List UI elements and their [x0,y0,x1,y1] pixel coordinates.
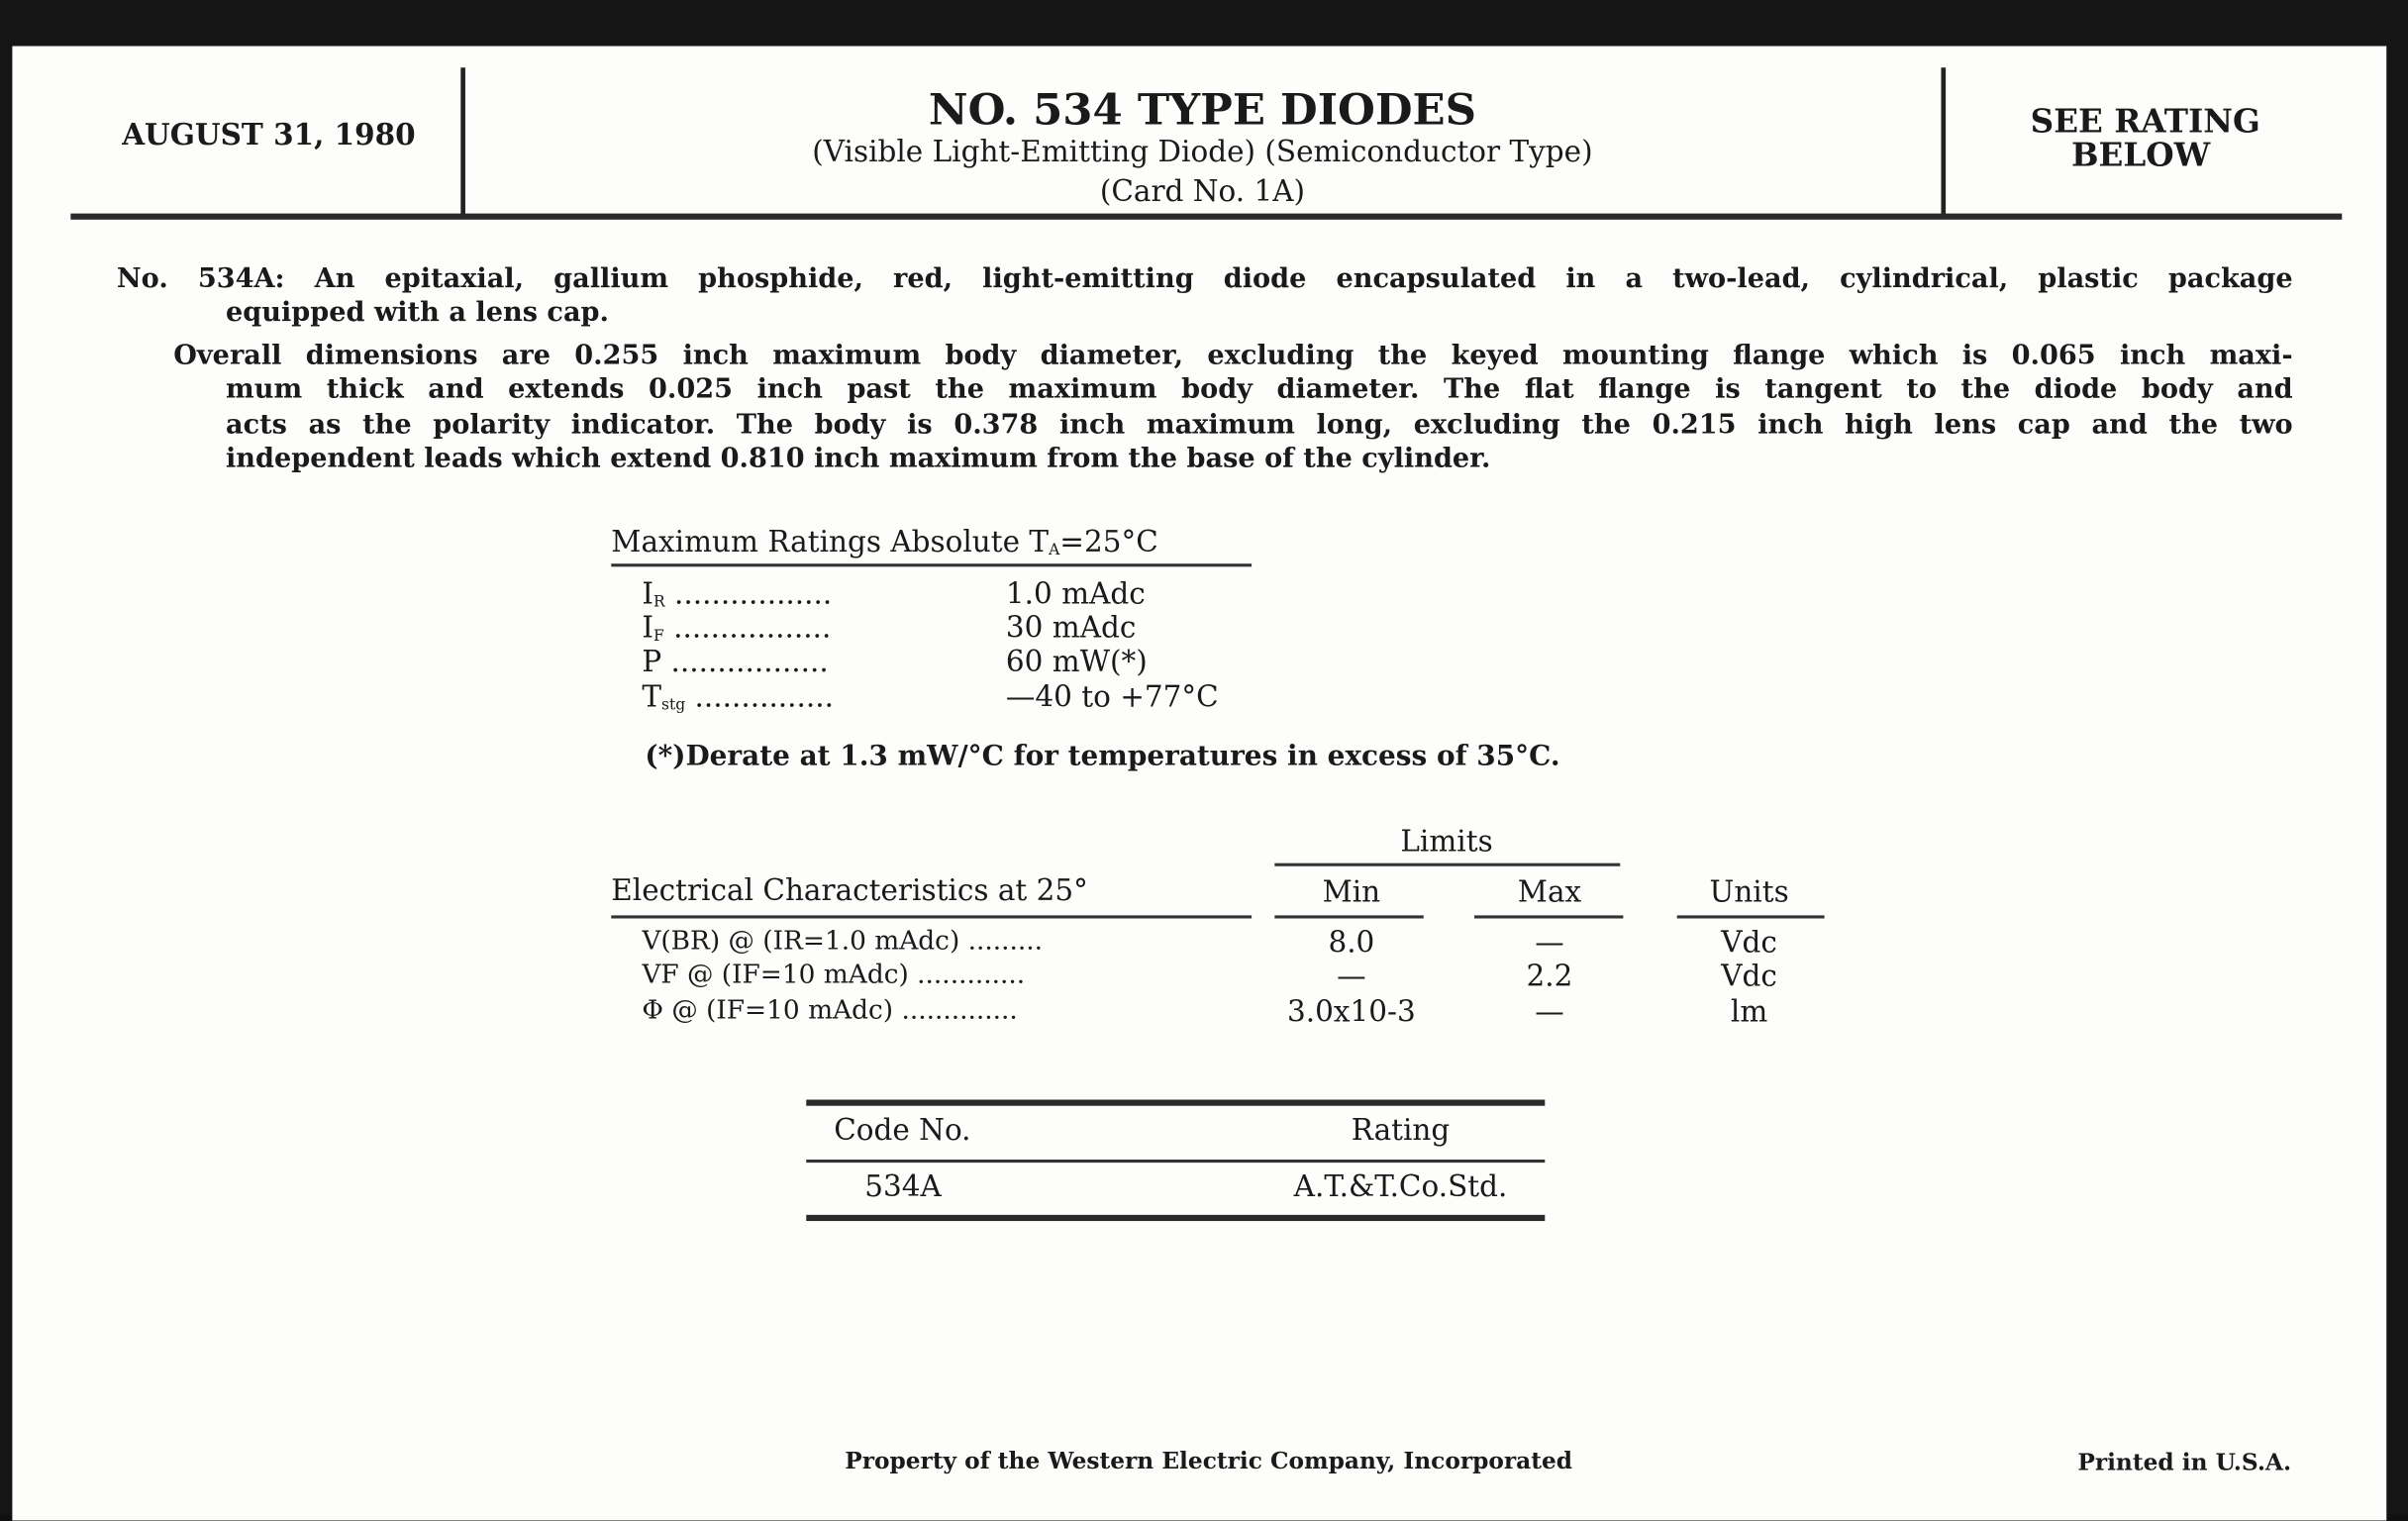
max-cell: — [1535,926,1564,961]
parameter-cell: Φ @ (IF=10 mAdc) .............. [642,998,1018,1025]
limits-underline [1274,863,1620,866]
description-line: equipped with a lens cap. [225,297,609,329]
page-subtitle: (Visible Light-Emitting Diode) (Semiconductor Type) [812,135,1593,169]
header-rule [70,214,2342,220]
limits-header: Limits [1400,824,1493,860]
table-bottom-rule [806,1215,1545,1221]
units-underline [1677,915,1825,918]
max-rating-value: 30 mAdc [1005,611,1137,646]
heading-underline [611,915,1252,918]
unit-cell: lm [1730,995,1768,1030]
max-underline [1474,915,1623,918]
rating-cell: A.T.&T.Co.Std. [1293,1169,1508,1204]
min-cell: 8.0 [1328,926,1375,961]
units-header: Units [1709,875,1789,910]
rating-note: SEE RATING [2030,101,2260,141]
description-line: No. 534A: An epitaxial, gallium phosphide, red, light-emitting diode encapsulated in a two-lead, cylindrical, plastic package [116,263,2293,295]
unit-cell: Vdc [1721,926,1777,961]
max-rating-value: 60 mW(*) [1005,645,1148,679]
max-rating-row: $T_{stg}$ ............... [642,680,835,715]
description-line: mum thick and extends 0.025 inch past the maximum body diameter. The flat flange is tangent to the diode body and [225,374,2293,406]
heading-underline [611,563,1252,566]
max-rating-row: P ................. [642,645,829,679]
page-title: NO. 534 TYPE DIODES [928,84,1476,136]
max-cell: 2.2 [1526,960,1573,994]
card-date: AUGUST 31, 1980 [122,118,416,152]
code-column-header: Code No. [834,1113,971,1148]
description-line: Overall dimensions are 0.255 inch maximum body diameter, excluding the keyed mounting flange which is 0.065 inch maxi- [173,341,2293,372]
parameter-cell: V(BR) @ (IR=1.0 mAdc) ......... [642,929,1044,956]
rating-note: BELOW [2070,135,2211,174]
electrical-heading: Electrical Characteristics at 25° [611,873,1088,908]
max-rating-value: 1.0 mAdc [1005,577,1146,612]
printed-notice: Printed in U.S.A. [2077,1448,2292,1476]
property-notice: Property of the Western Electric Company, Incorporated [845,1447,1573,1474]
rating-column-header: Rating [1351,1113,1451,1148]
header-divider [1941,67,1946,215]
description-line: independent leads which extend 0.810 inch maximum from the base of the cylinder. [225,444,1491,475]
max-header: Max [1517,875,1582,910]
min-underline [1274,915,1423,918]
max-rating-row: $I_F$ ................. [642,611,832,646]
max-cell: — [1535,995,1564,1030]
min-cell: 3.0x10-3 [1287,995,1416,1030]
table-top-rule [806,1100,1545,1106]
description-line: acts as the polarity indicator. The body is 0.378 inch maximum long, excluding the 0.215 inch high lens cap and the two [225,410,2293,442]
unit-cell: Vdc [1721,960,1777,994]
max-rating-value: —40 to +77°C [1005,680,1219,715]
max-ratings-heading: Maximum Ratings Absolute $T_A=25^\circ C$ [611,525,1158,559]
min-header: Min [1322,875,1381,910]
max-rating-row: $I_R$ ................. [642,577,833,612]
parameter-cell: VF @ (IF=10 mAdc) ............. [642,963,1026,989]
table-header-rule [806,1160,1545,1163]
derate-note: (*)Derate at 1.3 mW/°C for temperatures in excess of 35°C. [645,740,1560,773]
code-cell: 534A [864,1169,942,1204]
card-number: (Card No. 1A) [1099,174,1306,209]
min-cell: — [1337,960,1366,994]
header-divider [460,67,465,215]
